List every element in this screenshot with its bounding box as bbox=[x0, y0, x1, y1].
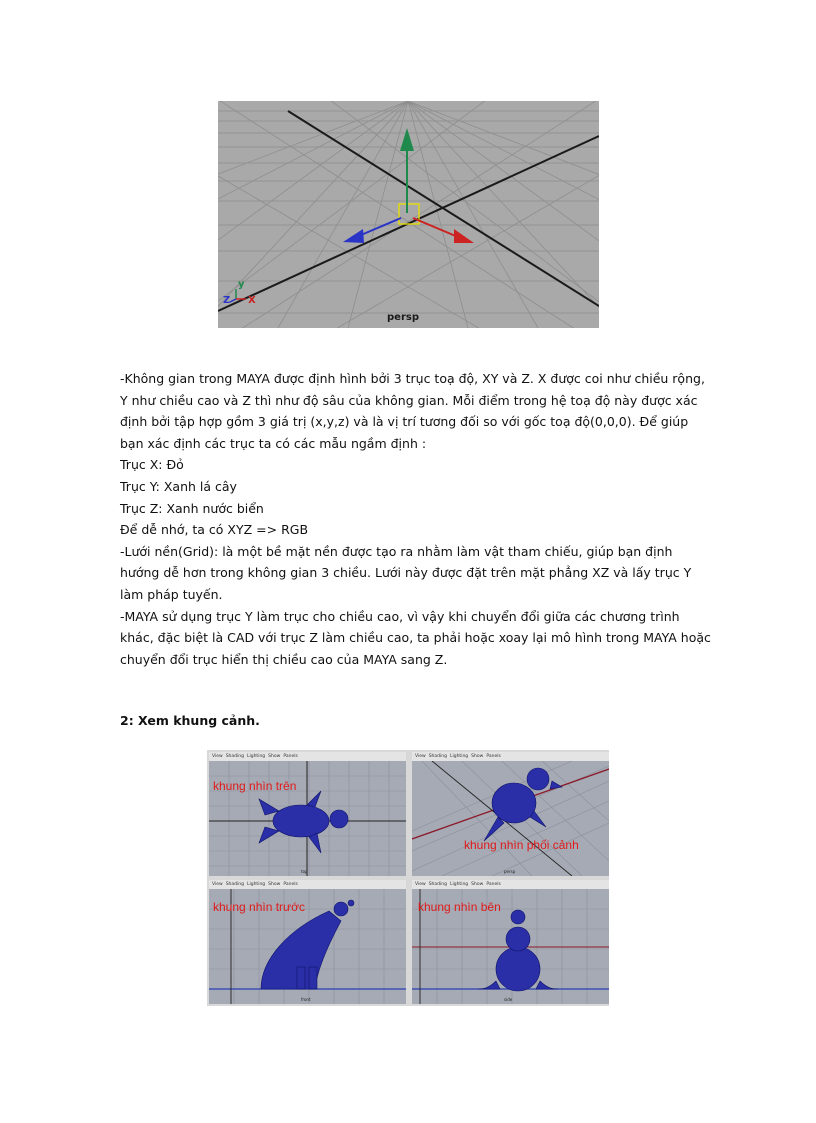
paragraph-line: Trục Z: Xanh nước biển bbox=[120, 500, 264, 516]
camera-name: front bbox=[301, 997, 311, 1002]
camera-name: persp bbox=[504, 869, 516, 874]
viewport-top bbox=[209, 752, 406, 876]
section-heading: 2: Xem khung cảnh. bbox=[120, 713, 260, 728]
camera-label: persp bbox=[387, 312, 419, 323]
maya-axes-figure bbox=[218, 101, 599, 328]
menu-item: Show bbox=[471, 882, 484, 887]
paragraph-line: bạn xác định các trục ta có các mẫu ngầm định : bbox=[120, 435, 427, 451]
viewport-canvas bbox=[412, 761, 609, 876]
viewport-persp bbox=[412, 752, 609, 876]
menu-item: Shading bbox=[428, 754, 447, 759]
paragraph-line: chuyển đổi trục hiển thị chiều cao của MAYA sang Z. bbox=[120, 651, 448, 667]
paragraph-line: -MAYA sử dụng trục Y làm trục cho chiều cao, vì vậy khi chuyển đổi giữa các chương trình bbox=[120, 608, 680, 624]
viewport-canvas bbox=[209, 889, 406, 1004]
body-text bbox=[120, 368, 710, 670]
paragraph-line: định bởi tập hợp gồm 3 giá trị (x,y,z) và là vị trí tương đối so với gốc toạ độ(0,0,0). Để giúp bbox=[120, 414, 689, 430]
menu-item: View bbox=[212, 882, 223, 887]
axis-label-x: X bbox=[248, 295, 256, 306]
viewport-label: khung nhìn trên bbox=[213, 779, 297, 793]
paragraph-line: Để dễ nhớ, ta có XYZ => RGB bbox=[120, 522, 309, 538]
axis-label-y: y bbox=[238, 279, 245, 290]
four-view-figure bbox=[207, 750, 609, 1006]
viewport-label: khung nhìn phối cảnh bbox=[464, 838, 579, 852]
menu-item: Show bbox=[268, 754, 281, 759]
menu-item: View bbox=[415, 754, 426, 759]
camera-name: top bbox=[301, 869, 308, 874]
paragraph-line: Trục X: Đỏ bbox=[120, 457, 184, 473]
viewport-menu-bar bbox=[412, 880, 609, 889]
menu-item: Panels bbox=[283, 754, 298, 759]
viewport-menu-bar bbox=[412, 752, 609, 761]
viewport-menu-bar bbox=[209, 752, 406, 761]
paragraph-line: Y như chiều cao và Z thì như độ sâu của không gian. Mỗi điểm trong hệ toạ độ này được xác bbox=[120, 392, 698, 408]
menu-item: View bbox=[415, 882, 426, 887]
axis-label-z: Z bbox=[223, 295, 231, 306]
viewport-label: khung nhìn trước bbox=[213, 900, 305, 914]
viewport-canvas bbox=[412, 889, 609, 1004]
viewport-side bbox=[412, 880, 609, 1004]
viewport-canvas bbox=[209, 761, 406, 876]
menu-item: View bbox=[212, 754, 223, 759]
paragraph-line: hướng dễ hơn trong không gian 3 chiều. Lưới này được đặt trên mặt phẳng XZ và lấy trục Y bbox=[120, 565, 692, 581]
paragraph-line: khác, đặc biệt là CAD với trục Z làm chiều cao, ta phải hoặc xoay lại mô hình trong MAYA hoặc bbox=[120, 630, 711, 646]
paragraph-line: Trục Y: Xanh lá cây bbox=[120, 478, 237, 494]
menu-item: Show bbox=[268, 882, 281, 887]
menu-item: Lighting bbox=[449, 754, 469, 759]
paragraph-line: làm pháp tuyến. bbox=[120, 586, 223, 602]
viewport-menu-bar bbox=[209, 880, 406, 889]
menu-item: Shading bbox=[428, 882, 447, 887]
menu-item: Panels bbox=[486, 754, 501, 759]
viewport-front bbox=[209, 880, 406, 1004]
menu-item: Panels bbox=[486, 882, 501, 887]
menu-item: Shading bbox=[225, 882, 244, 887]
camera-name: side bbox=[504, 997, 513, 1002]
viewport-label: khung nhìn bên bbox=[418, 900, 501, 914]
menu-item: Lighting bbox=[449, 882, 469, 887]
menu-item: Show bbox=[471, 754, 484, 759]
menu-item: Lighting bbox=[246, 882, 266, 887]
menu-item: Lighting bbox=[246, 754, 266, 759]
paragraph-line: -Không gian trong MAYA được định hình bởi 3 trục toạ độ, XY và Z. X được coi như chiều rộng, bbox=[120, 371, 705, 386]
menu-item: Panels bbox=[283, 882, 298, 887]
paragraph-line: -Lưới nền(Grid): là một bề mặt nền được tạo ra nhằm làm vật tham chiếu, giúp bạn định bbox=[120, 543, 673, 559]
menu-item: Shading bbox=[225, 754, 244, 759]
